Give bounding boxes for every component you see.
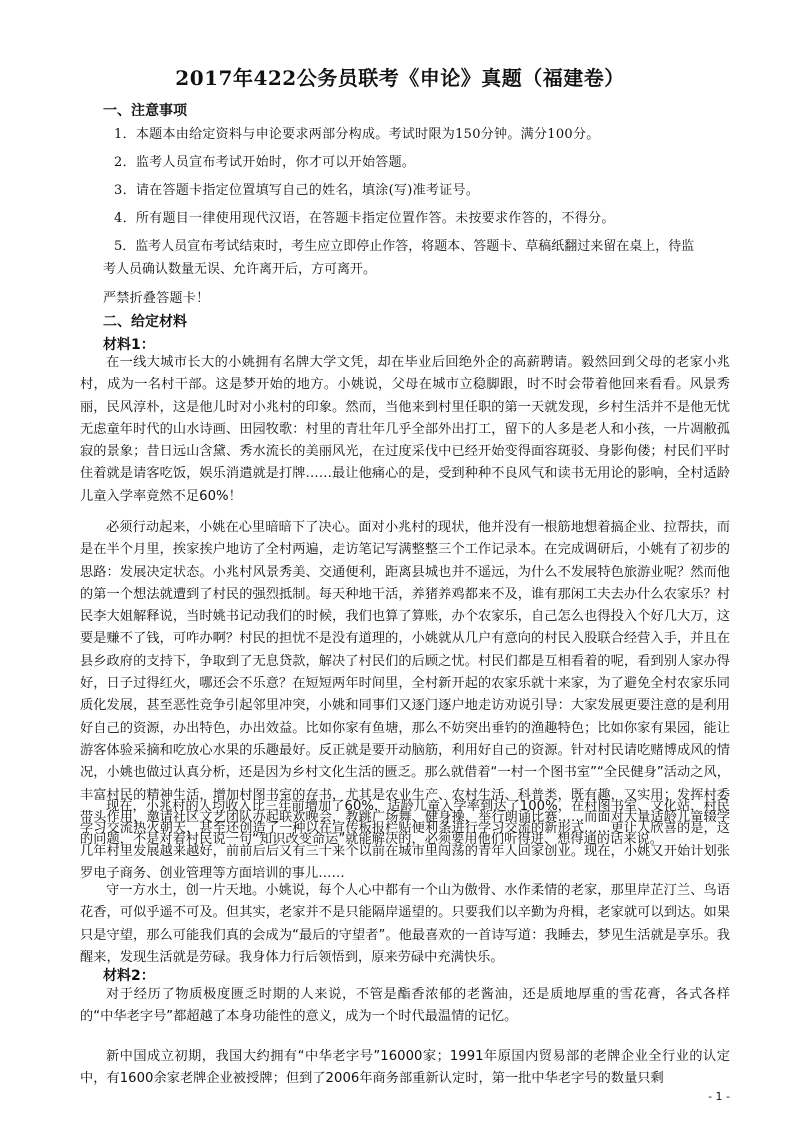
material-2-paragraph: 新中国成立初期，我国大约拥有“中华老字号”16000家；1991年原国内贸易部的老牌企业全行业的认定中，有1600余家老牌企业被授牌；但到了2006年商务部重新认定时，第一批中华老字号的数量只剩 [80, 1049, 730, 1087]
note-item-5 [80, 235, 728, 281]
page-title: 2017年422公务员联考《申论》真题（福建卷） [175, 66, 625, 90]
note-item-5-line-1: 5．监考人员宣布考试结束时，考生应立即停止作答，将题本、答题卡、草稿纸翻过来留在桌上，待监 [114, 239, 695, 254]
note-item-3: 3．请在答题卡指定位置填写自己的姓名，填涂(写)准考证号。 [114, 183, 480, 198]
material-1-paragraph: 必须行动起来，小姚在心里暗暗下了决心。面对小兆村的现状，他并没有一根筋地想着搞企业、拉帮扶，而是在半个月里，挨家挨户地访了全村两遍，走访笔记写满整整三个工作记录本。在完成调研后，小姚有了初步的思路：发展决定状态。小兆村风景秀美、交通便利，距离县城也并不遥远，为什么不发展特色旅游业呢？然而他的第一个想法就遭到了村民的强烈抵制。每天种地干活，养猪养鸡都来不及，谁有那闲工夫去办什么农家乐？村民李大姐解释说，当时姚书记动我们的时候，我们也算了算账，办个农家乐，自己怎么也得投入个好几大万，这要是赚不了钱，可咋办啊？村民的担忧不是没有道理的，小姚就从几户有意向的村民入股联合经营入手，并且在县乡政府的支持下，争取到了无息贷款，解决了村民们的后顾之忧。村民们都是互相看着的呢，看到别人家办得好，日子过得红火，哪还会不乐意？在短短两年时间里，全村新开起的农家乐就十来家，为了避免全村农家乐同质化发展，甚至恶性竞争引起邻里冲突，小姚和同事们又逐门逐户地走访劝说引导：大家发展更要注意的是利用好自己的资源，办出特色，办出效益。比如你家有鱼塘，那么不妨突出垂钓的渔趣特色；比如你家有果园，能让游客体验采摘和吃放心水果的乐趣最好。反正就是要开动脑筋，利用好自己的资源。针对村民请吃赌博成风的情况，小姚也做过认真分析，还是因为乡村文化生活的匮乏。那么就借着“一村一个图书室”“全民健身”活动之风，丰富村民的精神生活，增加村图书室的存书，尤其是农业生产、农村生活、科普类，既有趣，又实用；发挥村委带头作用，邀请社区文艺团队办起联欢晚会，教跳广场舞、健身操，举行朗诵比赛……而面对大量适龄儿童辍学的问题，不是对着村民说一句“知识改变命运”就能解决的，必须要用他们听得进、想得通的话来说。 [80, 520, 730, 848]
warning-text: 严禁折叠答题卡！ [103, 291, 210, 306]
section-heading-materials: 二、给定材料 [103, 314, 187, 330]
page-number: - 1 - [708, 1090, 730, 1103]
note-item-1: 1．本题本由给定资料与申论要求两部分构成。考试时限为150分钟。满分100分。 [114, 127, 600, 142]
material-1-paragraph: 现在，小兆村的人均收入比三年前增加了60%，适龄儿童入学率到达了100%，在村图书室、文化站，村民学习交流热火朝天，甚至还创造了一种以在宣传板报栏贴便利条进行学习交流的新形式……更让人欣喜的是，这几年村里发展越来越好，前前后后又有三十来个以前在城市里闯荡的青年人回家创业。现在，小姚又开始计划张罗电子商务、创业管理等方面培训的事儿…… [80, 799, 730, 881]
material-2-label: 材料2： [103, 968, 155, 984]
section-heading-notes: 一、注意事项 [103, 103, 187, 119]
note-item-2: 2．监考人员宣布考试开始时，你才可以开始答题。 [114, 155, 416, 170]
material-1-label: 材料1： [103, 337, 155, 353]
note-item-5-line-2: 考人员确认数量无误、允许离开后，方可离开。 [103, 262, 377, 277]
material-2-paragraph: 对于经历了物质极度匮乏时期的人来说，不管是酯香浓郁的老酱油，还是质地厚重的雪花膏，各式各样的“中华老字号”都超越了本身功能性的意义，成为一个时代最温情的记忆。 [80, 987, 730, 1025]
note-item-4: 4．所有题目一律使用现代汉语，在答题卡指定位置作答。未按要求作答的，不得分。 [114, 211, 615, 226]
material-1-paragraph: 守一方水土，创一片天地。小姚说，每个人心中都有一个山为傲骨、水作柔情的老家，那里岸芷汀兰、鸟语花香，可似乎遥不可及。但其实，老家并不是只能隔岸遥望的。只要我们以辛勤为舟楫，老家就可以到达。如果只是守望，那么可能我们真的会成为“最后的守望者”。他最喜欢的一首诗写道：我睡去，梦见生活就是享乐。我醒来，发现生活就是劳碌。我身体力行后领悟到，原来劳碌中充满快乐。 [80, 883, 730, 965]
material-1-paragraph: 在一线大城市长大的小姚拥有名牌大学文凭，却在毕业后回绝外企的高薪聘请。毅然回到父母的老家小兆村，成为一名村干部。这是梦开始的地方。小姚说，父母在城市立稳脚跟，时不时会带着他回来看看。风景秀丽，民风淳朴，这是他儿时对小兆村的印象。然而，当他来到村里任职的第一天就发现，乡村生活并不是他无忧无虑童年时代的山水诗画、田园牧歌：村里的青壮年几乎全部外出打工，留下的人多是老人和小孩，一片凋敝孤寂的景象；昔日远山含黛、秀水流长的美丽风光，在过度采伐中已经开始变得面容斑驳、身影佝偻；村民们平时住着就是请客吃饭，娱乐消遣就是打牌……最让他痛心的是，受到种种不良风气和读书无用论的影响，全村适龄儿童入学率竟然不足60%！ [80, 355, 730, 504]
